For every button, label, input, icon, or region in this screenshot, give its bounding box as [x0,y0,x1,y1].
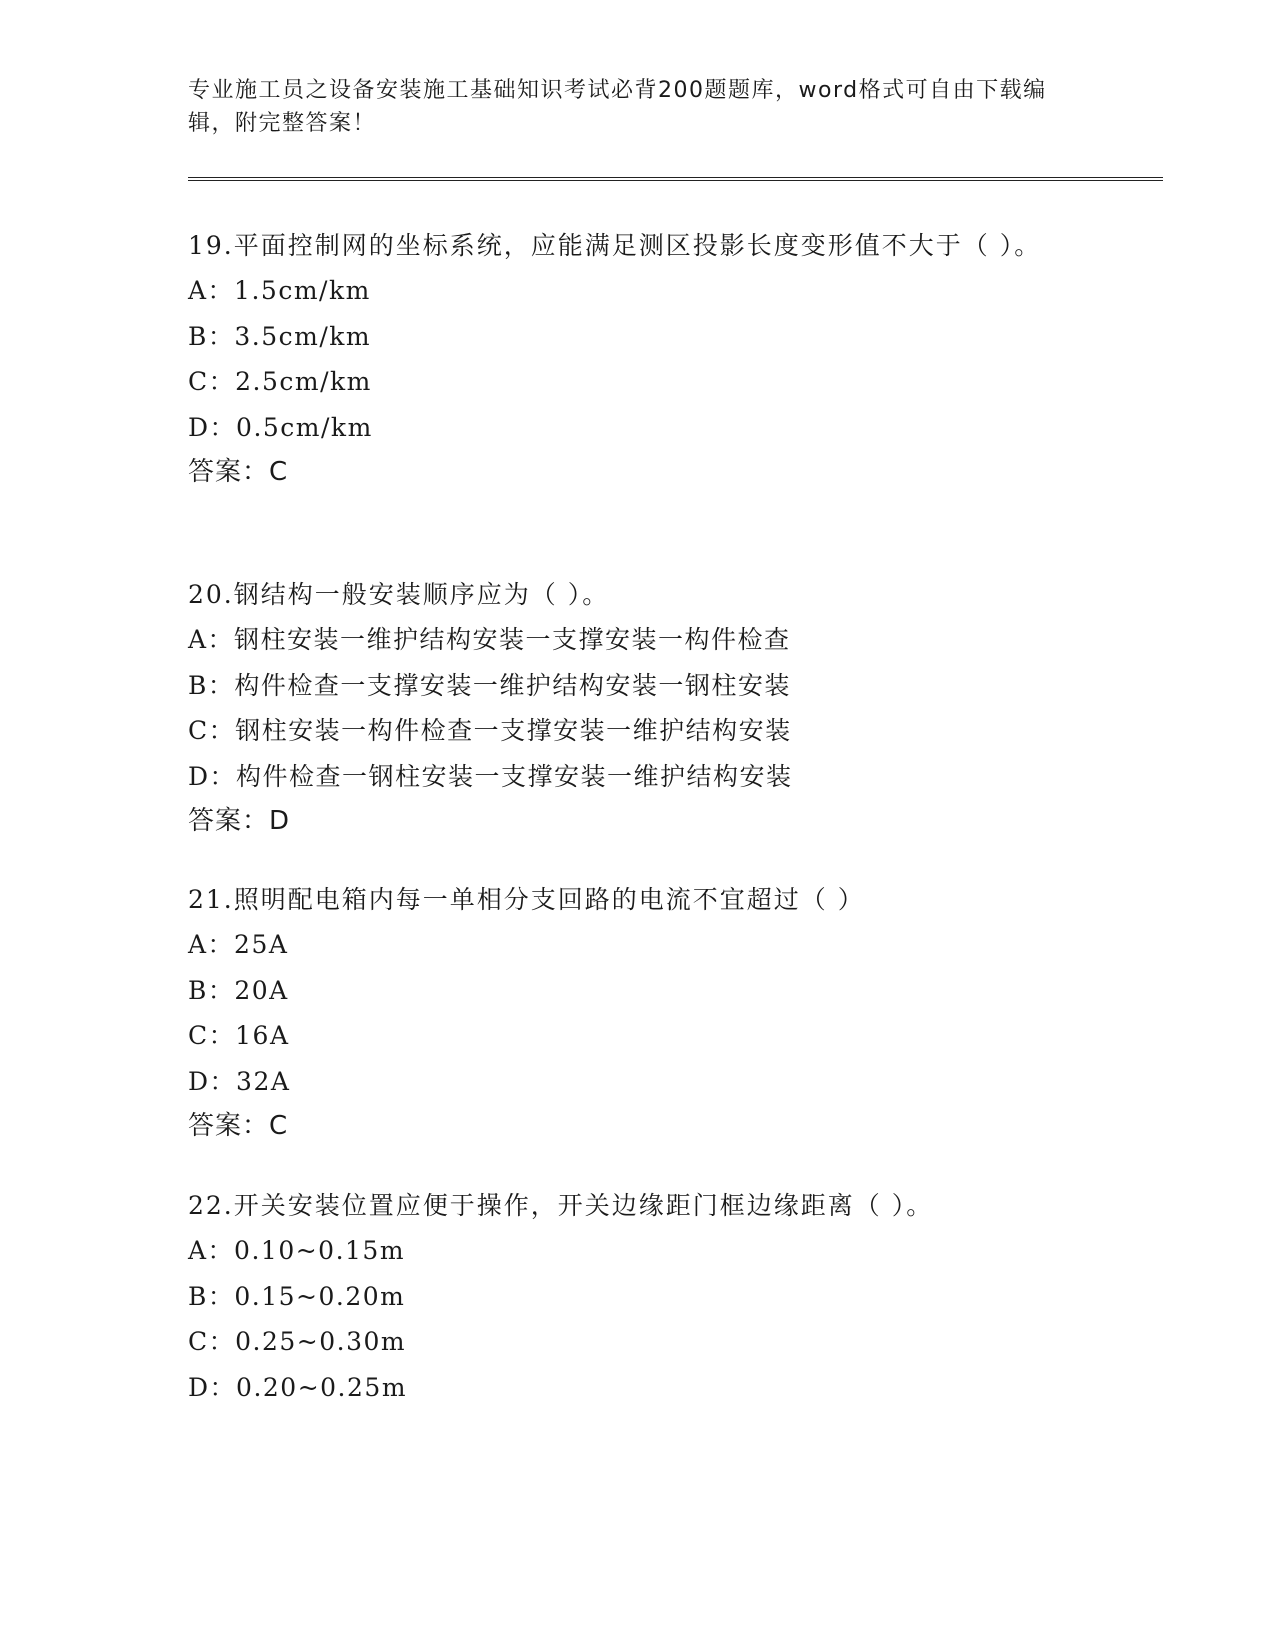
option-a: A：1.5cm/km [188,276,371,305]
option-b: B：20A [188,975,289,1005]
option-c: C：2.5cm/km [188,367,372,396]
question-stem: 21.照明配电箱内每一单相分支回路的电流不宜超过（ ） [188,885,865,914]
option-c: C：钢柱安装一构件检查一支撑安装一维护结构安装 [188,716,792,745]
answer-line: 答案：C [188,1111,289,1141]
option-c: C：0.25~0.30m [188,1327,407,1356]
option-a: A：钢柱安装一维护结构安装一支撑安装一构件检查 [188,625,791,654]
question-stem: 19.平面控制网的坐标系统，应能满足测区投影长度变形值不大于（ ）。 [188,231,1042,260]
option-b: B：构件检查一支撑安装一维护结构安装一钢柱安装 [188,670,791,700]
question-19 [188,223,1068,495]
answer-line: 答案：D [188,806,291,836]
question-22 [188,1183,1068,1410]
question-21 [188,877,1068,1149]
question-20 [188,572,1068,844]
option-a: A：25A [188,930,289,959]
document-header: 专业施工员之设备安装施工基础知识考试必背200题题库，word格式可自由下载编辑，附完整答案！ [188,78,1047,136]
option-a: A：0.10~0.15m [188,1236,406,1265]
option-c: C：16A [188,1021,290,1050]
question-stem: 22.开关安装位置应便于操作，开关边缘距门框边缘距离（ ）。 [188,1191,934,1220]
option-d: D：32A [188,1066,291,1096]
option-d: D：0.20~0.25m [188,1372,408,1402]
option-d: D：构件检查一钢柱安装一支撑安装一维护结构安装 [188,761,793,791]
answer-line: 答案：C [188,457,289,487]
option-b: B：3.5cm/km [188,321,372,351]
question-stem: 20.钢结构一般安装顺序应为（ ）。 [188,580,610,609]
option-b: B：0.15~0.20m [188,1281,406,1311]
option-d: D：0.5cm/km [188,412,373,442]
header-divider [188,177,1163,181]
